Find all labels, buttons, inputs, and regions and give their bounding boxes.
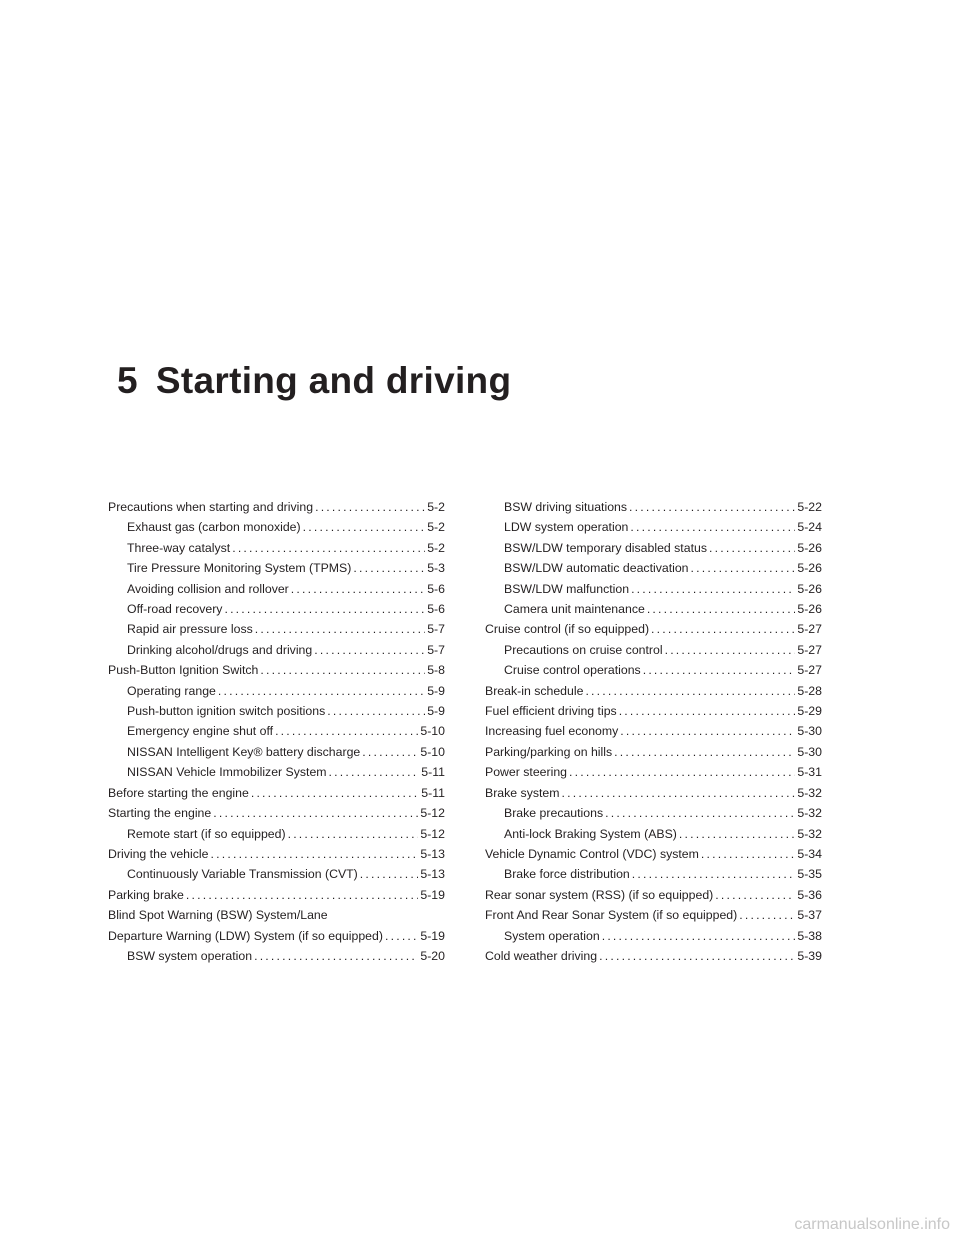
dot-leader: [631, 579, 795, 599]
toc-entry[interactable]: [485, 844, 822, 864]
toc-entry-label: Increasing fuel economy: [485, 724, 619, 739]
toc-entry-page: 5-2: [427, 500, 445, 514]
toc-entry-page: 5-13: [420, 846, 445, 861]
dot-leader: [679, 824, 795, 844]
toc-entry-page: 5-12: [420, 806, 445, 821]
dot-leader: [303, 517, 426, 537]
toc-entry-label: Continuously Variable Transmission (CVT): [127, 867, 358, 882]
dot-leader: [385, 926, 418, 946]
dot-leader: [210, 844, 418, 864]
toc-entry-label: Push-button ignition switch positions: [127, 704, 326, 719]
toc-entry-label: NISSAN Vehicle Immobilizer System: [127, 765, 327, 780]
toc-entry[interactable]: [485, 619, 822, 639]
toc-entry-page: 5-2: [427, 540, 445, 555]
dot-leader: [643, 660, 796, 680]
dot-leader: [329, 762, 420, 782]
toc-entry-page: 5-37: [797, 908, 822, 923]
dot-leader: [275, 721, 418, 741]
dot-leader: [620, 721, 795, 741]
dot-leader: [709, 538, 795, 558]
toc-entry[interactable]: [108, 803, 445, 823]
dot-leader: [561, 783, 795, 803]
toc-entry-label: Rear sonar system (RSS) (if so equipped): [485, 887, 714, 902]
toc-entry-page: 5-2: [427, 520, 445, 535]
toc-entry[interactable]: [485, 497, 822, 517]
dot-leader: [701, 844, 795, 864]
toc-entry-page: 5-32: [797, 806, 822, 821]
toc-entry-page: 5-28: [797, 683, 822, 698]
toc-entry-label: Drinking alcohol/drugs and driving: [127, 642, 313, 657]
toc-entry[interactable]: [485, 538, 822, 558]
toc-entry-page: 5-7: [427, 642, 445, 657]
toc-entry[interactable]: [108, 905, 445, 946]
toc-entry[interactable]: [485, 660, 822, 680]
toc-entry-label: Front And Rear Sonar System (if so equipped): [485, 908, 738, 923]
toc-entry-label: Blind Spot Warning (BSW) System/Lane: [108, 908, 328, 923]
dot-leader: [360, 864, 419, 884]
dot-leader: [739, 905, 795, 925]
toc-entry-label: BSW/LDW malfunction: [504, 581, 630, 596]
toc-entry[interactable]: [108, 579, 445, 599]
toc-entry-label: Rapid air pressure loss: [127, 622, 253, 637]
toc-entry-label: Parking/parking on hills: [485, 744, 613, 759]
dot-leader: [288, 824, 419, 844]
toc-entry[interactable]: [485, 599, 822, 619]
toc-entry-page: 5-32: [797, 826, 822, 841]
toc-entry[interactable]: [108, 824, 445, 844]
toc-entry-label-continued: Departure Warning (LDW) System (if so equipped): [108, 928, 383, 943]
dot-leader: [224, 599, 425, 619]
toc-entry-page: 5-6: [427, 581, 445, 596]
toc-entry[interactable]: [108, 762, 445, 782]
dot-leader: [255, 619, 425, 639]
toc-entry-page: 5-13: [420, 867, 445, 882]
toc-entry-label: Cruise control (if so equipped): [485, 622, 650, 637]
dot-leader: [251, 783, 419, 803]
toc-entry-page: 5-31: [797, 765, 822, 780]
toc-entry-page: 5-6: [427, 602, 445, 617]
toc-entry-page: 5-20: [420, 948, 445, 963]
toc-entry[interactable]: [485, 864, 822, 884]
toc-entry-page: 5-3: [427, 561, 445, 576]
dot-leader: [630, 517, 795, 537]
toc-entry[interactable]: [485, 721, 822, 741]
toc-entry-page: 5-7: [427, 622, 445, 637]
toc-entry[interactable]: [485, 803, 822, 823]
toc-entry-page: 5-34: [797, 846, 822, 861]
toc-entry-label: Vehicle Dynamic Control (VDC) system: [485, 846, 699, 861]
dot-leader: [602, 926, 796, 946]
dot-leader: [614, 742, 795, 762]
toc-entry-label: Brake system: [485, 785, 560, 800]
toc-entry-page: 5-9: [427, 704, 445, 719]
toc-entry-label: Avoiding collision and rollover: [127, 581, 289, 596]
toc-entry[interactable]: [485, 579, 822, 599]
toc-entry-page: 5-27: [797, 622, 822, 637]
toc-entry[interactable]: [485, 946, 822, 966]
toc-entry-label: LDW system operation: [504, 520, 629, 535]
toc-entry[interactable]: [108, 864, 445, 884]
dot-leader: [585, 681, 795, 701]
chapter-title-text: Starting and driving: [155, 360, 512, 401]
dot-leader: [629, 497, 795, 517]
toc-entry[interactable]: [108, 660, 445, 680]
toc-entry[interactable]: [108, 640, 445, 660]
chapter-number: 5: [117, 360, 138, 401]
dot-leader: [619, 701, 796, 721]
toc-entry-page: 5-24: [797, 520, 822, 535]
toc-entry-label: BSW/LDW temporary disabled status: [504, 540, 707, 555]
toc-entry-label: Exhaust gas (carbon monoxide): [127, 520, 301, 535]
toc-entry-page: 5-32: [797, 785, 822, 800]
toc-entry-page: 5-19: [420, 928, 445, 943]
toc-entry-label: Precautions on cruise control: [504, 642, 663, 657]
toc-entry-label: Driving the vehicle: [108, 846, 209, 861]
toc-entry[interactable]: [485, 762, 822, 782]
toc-entry-page: 5-36: [797, 887, 822, 902]
toc-entry[interactable]: [485, 783, 822, 803]
toc-entry[interactable]: [485, 885, 822, 905]
toc-entry-label: Brake precautions: [504, 806, 604, 821]
toc-entry-label: Push-Button Ignition Switch: [108, 663, 259, 678]
dot-leader: [260, 660, 425, 680]
toc-column-right: [485, 497, 822, 966]
dot-leader: [647, 599, 796, 619]
toc-entry[interactable]: [108, 599, 445, 619]
toc-entry[interactable]: [108, 783, 445, 803]
toc-entry-page: 5-11: [421, 765, 445, 780]
toc-entry[interactable]: [108, 701, 445, 721]
toc-entry-page: 5-30: [797, 724, 822, 739]
toc-entry[interactable]: [108, 885, 445, 905]
toc-entry[interactable]: [485, 905, 822, 925]
toc-entry-label: Cruise control operations: [504, 663, 641, 678]
toc-entry-page: 5-35: [797, 867, 822, 882]
toc-entry[interactable]: [108, 497, 445, 517]
dot-leader: [213, 803, 418, 823]
toc-entry-label: Parking brake: [108, 887, 184, 902]
dot-leader: [599, 946, 795, 966]
toc-entry[interactable]: [108, 742, 445, 762]
toc-entry-label: Break-in schedule: [485, 683, 584, 698]
toc-entry[interactable]: [485, 926, 822, 946]
toc-entry-page: 5-22: [797, 500, 822, 514]
toc-entry-label: Off-road recovery: [127, 602, 223, 617]
toc-entry-page: 5-27: [797, 642, 822, 657]
dot-leader: [632, 864, 796, 884]
toc-entry-label: BSW/LDW automatic deactivation: [504, 561, 689, 576]
toc-entry-page: 5-27: [797, 663, 822, 678]
toc-entry[interactable]: [108, 946, 445, 966]
toc-entry-page: 5-8: [427, 663, 445, 678]
toc-entry[interactable]: [485, 742, 822, 762]
toc-entry-page: 5-29: [797, 704, 822, 719]
toc-entry-label: Power steering: [485, 765, 568, 780]
toc-entry-page: 5-30: [797, 744, 822, 759]
toc-entry[interactable]: [485, 517, 822, 537]
toc-entry[interactable]: [485, 558, 822, 578]
dot-leader: [327, 701, 425, 721]
toc-entry-page: 5-9: [427, 683, 445, 698]
toc-entry[interactable]: [485, 681, 822, 701]
toc-entry[interactable]: [108, 721, 445, 741]
toc-entry-page: 5-10: [420, 724, 445, 739]
toc-entry-label: Tire Pressure Monitoring System (TPMS): [127, 561, 352, 576]
toc-entry-label: Three-way catalyst: [127, 540, 231, 555]
dot-leader: [605, 803, 795, 823]
toc-entry-label: Before starting the engine: [108, 785, 249, 800]
dot-leader: [315, 497, 425, 517]
dot-leader: [691, 558, 796, 578]
dot-leader: [362, 742, 418, 762]
toc-entry[interactable]: [108, 538, 445, 558]
toc-entry[interactable]: [485, 701, 822, 721]
toc-entry-label: Fuel efficient driving tips: [485, 704, 617, 719]
toc-entry[interactable]: [485, 640, 822, 660]
toc-entry-page: 5-11: [421, 785, 445, 800]
toc-entry-label: Operating range: [127, 683, 216, 698]
dot-leader: [569, 762, 795, 782]
dot-leader: [254, 946, 418, 966]
toc-entry-label: Remote start (if so equipped): [127, 826, 286, 841]
toc-entry-label: Cold weather driving: [485, 948, 598, 963]
dot-leader: [314, 640, 425, 660]
toc-entry[interactable]: [108, 844, 445, 864]
toc-entry-page: 5-26: [797, 561, 822, 576]
toc-entry-page: 5-12: [420, 826, 445, 841]
toc-entry-label: Emergency engine shut off: [127, 724, 274, 739]
toc-entry-label: Starting the engine: [108, 806, 212, 821]
toc-entry[interactable]: [485, 824, 822, 844]
toc-entry-label: BSW driving situations: [504, 500, 628, 514]
toc-entry-page: 5-26: [797, 540, 822, 555]
dot-leader: [232, 538, 425, 558]
toc-entry-page: 5-10: [420, 744, 445, 759]
toc-entry-page: 5-39: [797, 948, 822, 963]
dot-leader: [291, 579, 425, 599]
toc-entry[interactable]: [108, 681, 445, 701]
toc-entry-label: NISSAN Intelligent Key® battery discharge: [127, 744, 361, 759]
toc-entry-page: 5-26: [797, 581, 822, 596]
dot-leader: [665, 640, 796, 660]
toc-entry[interactable]: [108, 517, 445, 537]
toc-entry-label: Precautions when starting and driving: [108, 500, 314, 514]
dot-leader: [218, 681, 425, 701]
toc-entry-label: System operation: [504, 928, 600, 943]
watermark: carmanualsonline.info: [794, 1216, 950, 1233]
toc-entry-page: 5-26: [797, 602, 822, 617]
dot-leader: [186, 885, 419, 905]
toc-entry[interactable]: [108, 558, 445, 578]
toc-entry-label: BSW system operation: [127, 948, 253, 963]
toc-entry-page: 5-19: [420, 887, 445, 902]
chapter-title: [117, 360, 511, 402]
dot-leader: [353, 558, 425, 578]
toc-entry-label: Anti-lock Braking System (ABS): [504, 826, 677, 841]
toc-entry-label: Camera unit maintenance: [504, 602, 645, 617]
toc-entry[interactable]: [108, 619, 445, 639]
dot-leader: [651, 619, 795, 639]
toc-column-left: [108, 497, 445, 966]
toc-entry-label: Brake force distribution: [504, 867, 630, 882]
toc-entry-page: 5-38: [797, 928, 822, 943]
dot-leader: [715, 885, 795, 905]
